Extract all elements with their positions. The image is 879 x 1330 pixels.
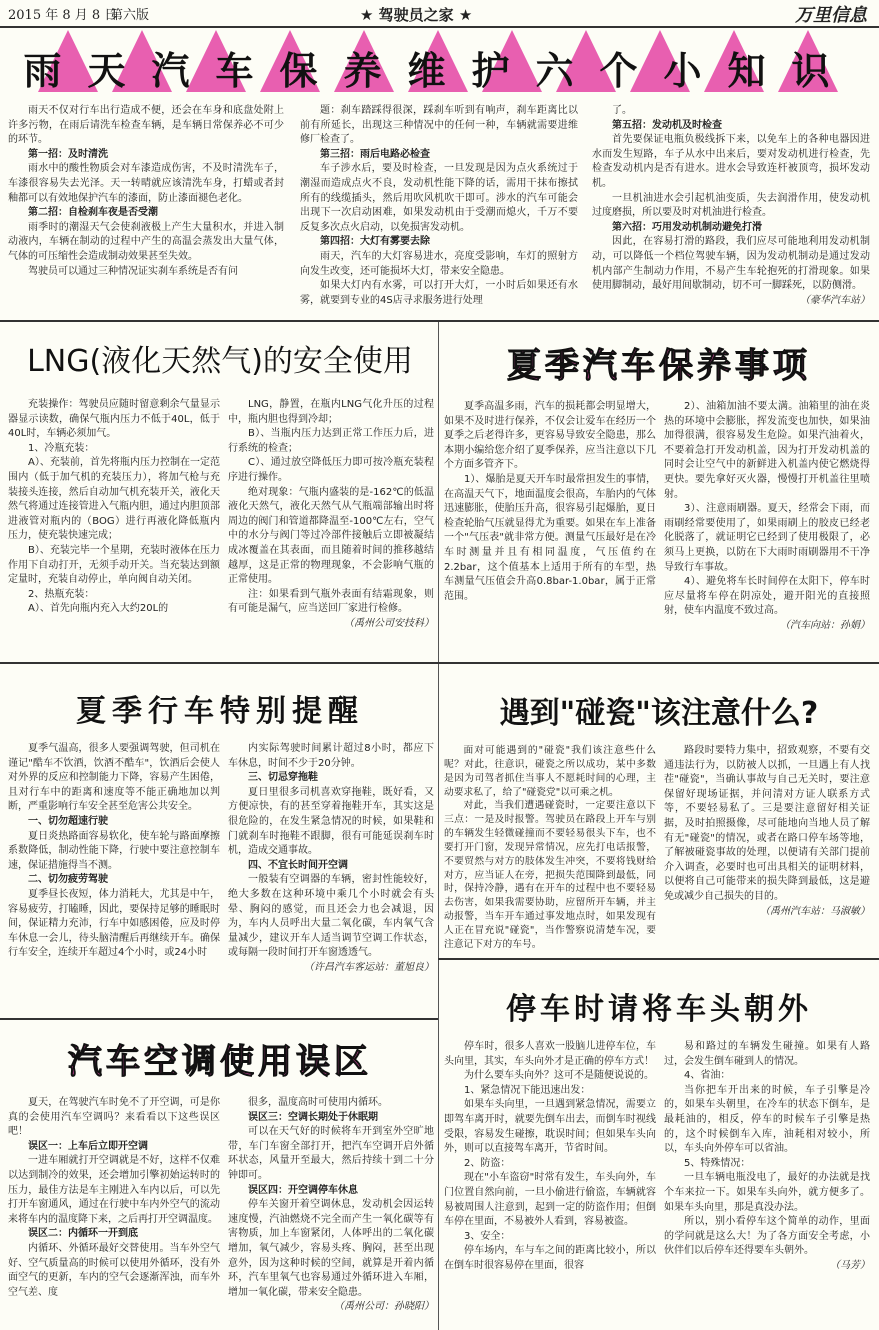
- paragraph: 夏天，在驾驶汽车时免不了开空调，可是你真的会使用汽车空调吗？来看看以下这些误区吧！: [8, 1097, 220, 1138]
- article2-title: LNG(液化天然气)的安全使用: [27, 344, 413, 379]
- a7-col2: [228, 1096, 434, 1326]
- paragraph: A）、首先向瓶内充入大约20L的: [28, 603, 169, 615]
- page-number: 第六版: [110, 8, 150, 23]
- paragraph: 可以在天气好的时候将车开到室外空旷地带，车门车窗全部打开，把汽车空调开启外循环状态，风量开至最大，然后持续十到二十分钟即可。: [228, 1126, 434, 1181]
- a4-col2: [228, 742, 434, 1002]
- divider: [0, 320, 879, 322]
- paragraph: 雨天不仅对行车出行造成不便，还会在车身和底盘处附上许多污物，在雨后请洗车检查车辆，是车辆日常保养必不可少的环节。: [8, 105, 284, 146]
- paragraph: 首先要保证电瓶负极线拆下来，以免车上的各种电器因进水而发生短路，车子从水中出来后，要对发动机进行检查，先检查发动机内是否有进水。进水会导致连杆被顶弯，损坏发动机。: [592, 134, 870, 189]
- paragraph: 2、热瓶充装：: [28, 588, 95, 600]
- source-credit: （禹州公司安技科）: [344, 617, 434, 629]
- paragraph: 为什么要车头向外？这可不是随便说说的。: [464, 1070, 654, 1082]
- subheading: 二、切勿疲劳驾驶: [28, 874, 108, 886]
- article1-banner: [0, 30, 879, 100]
- paragraph: 夏日炎热路面容易软化，使车轮与路面摩擦系数降低，制动性能下降，行驶中要注意控制车速，保证措施得当不测。: [8, 830, 220, 871]
- paragraph: B）、充装完毕一个星期，充装时液体在压力作用下自动打开，无须手动开关。当充装达到额定量时，充装自动停止，单向阀自动关闭。: [8, 544, 220, 586]
- paragraph: 3）、注意雨刷器。夏天，经常会下雨，而雨刷经常要使用了，如果雨刷上的胶皮已经老化脱落了，就证明它已经到了使用极限了，必须马上更换，以防在下大雨时雨刷器用不干净导致行车事故。: [664, 503, 870, 573]
- paragraph: 一般装有空调器的车辆，密封性能较好，绝大多数在这种环境中乘几个小时就会有头晕、胸闷的感觉，而且还会力也会减退，因为，车内人员呼出大量二氧化碳，车内氧气含量减少，建议开车人适当调节空调工作状态，或每隔一段时间打开车窗透透气。: [228, 874, 434, 959]
- article1-title: 雨天汽车保养维护六个小知识: [23, 49, 856, 93]
- a6-col2: [664, 1040, 870, 1326]
- paragraph: 一旦机油进水会引起机油变质，失去润滑作用，使发动机过度磨损，所以要及时对机油进行检查。: [592, 192, 870, 219]
- paragraph: 夏季高温多雨，汽车的损耗都会明显增大，如果不及时进行保养，不仅会让爱车在经历一个夏季之后老得许多，更容易导致安全隐患，那么本期小编给您介绍了夏季保养，应当注意以下几个方面多管齐下。: [444, 401, 656, 471]
- paragraph: 注：如果看到气瓶外表面有结霜现象，则有可能是漏气，应当送回厂家进行检修。: [228, 588, 434, 615]
- paragraph: 对此，当我们遭遇碰瓷时，一定要注意以下三点：一是及时报警。驾驶员在路段上开车与别的车辆发生轻微碰撞而不要轻易很头下车，也不要打开门窗，发现异常情况，应先打电话报警，不要贸然与对方的肢体发生冲突，不要将钱财给对方，应当证人在旁，把损失范围降到最低，同时，保持冷静，遇有在开车的过程中也不要轻易去伤害，如果我需要协助，应留所开车辆，并主动报警，当车开车通过事发地点时，如果发现有人正在冒充说"碰瓷"，当作警察说清楚车况，要注意记下对方的车号。: [444, 800, 656, 950]
- paragraph: 雨天，汽车的大灯容易进水，亮度受影响，车灯的照射方向发生改变，还可能损坏大灯，带来安全隐患。: [300, 250, 578, 277]
- subheading: 误区三：空调长期处于休眠期: [248, 1111, 378, 1123]
- divider: [0, 662, 879, 664]
- divider: [0, 1018, 438, 1020]
- paragraph: 充装操作：驾驶员应随时留意剩余气量显示器显示读数，确保气瓶内压力不低于40L，低于40L时，车辆必须加气。: [8, 399, 220, 440]
- paragraph: 1、紧急情况下能迅速出发：: [464, 1084, 591, 1096]
- source-credit: （许昌汽车客运站：董旭良）: [304, 961, 434, 973]
- a3-col2: [664, 400, 870, 656]
- a7-col1: [8, 1096, 220, 1326]
- subheading: 误区二：内循环一开到底: [28, 1228, 138, 1240]
- subheading: 第三招：雨后电路必检查: [320, 148, 430, 160]
- a1-col2: [300, 104, 578, 316]
- paragraph: C）、通过放空降低压力即可按冷瓶充装程序进行操作。: [228, 457, 434, 483]
- paragraph: 夏日里很多司机喜欢穿拖鞋，既好看，又方便凉快，有的甚至穿着拖鞋开车，其实这是很危险的，在发生紧急情况的时候，如果鞋和门就刹车时拖鞋不跟脚，很有可能延误刹车时机，造成交通事故。: [228, 786, 434, 857]
- a1-col1: [8, 104, 284, 316]
- article4-title: 夏季行车特别提醒: [76, 694, 364, 729]
- paragraph: 2）、油箱加油不要太满。油箱里的油在炎热的环境中会膨胀，挥发流变也加快，如果油加得很满，很容易发生危险。如果汽油着火，不要着急打开发动机盖，因为打开发动机盖的同时会让空气中的新鲜进入机盖内使它燃烧得更快。要先拿好灭火器，慢慢打开机盖往里喷射。: [664, 401, 870, 500]
- issue-date: 2015 年 8 月 8 日: [8, 8, 118, 23]
- subheading: 三、切忌穿拖鞋: [248, 772, 318, 784]
- a4-col1: [8, 742, 220, 1002]
- paragraph: 停车时，很多人喜欢一股脑儿进停车位，车头向里，其实，车头向外才是正确的停车方式！: [444, 1041, 656, 1067]
- paragraph: 雨季时的潮湿天气会使刹液极上产生大量积水，并进入制动液内，车辆在制动的过程中产生的高温会蒸发出大量气体，气体的可压缩性会造成制动效果甚至失效。: [8, 221, 284, 262]
- paragraph: 内循环、外循环最好交替使用。当车外空气好、空气质量高的时候可以使用外循环，没有外面空气的更新，车内的空气会逐渐浑浊，而车外空气差、度: [8, 1242, 220, 1298]
- paragraph: 所以，别小看停车这个简单的动作，里面的学问就是这么大！为了各方面安全考虑，小伙伴们以后停车还得要车头朝外。: [664, 1216, 870, 1257]
- paper-name: 万里信息: [795, 5, 867, 26]
- subheading: 第二招：自检刹车夜是否受潮: [28, 207, 158, 219]
- subheading: 误区一：上车后立即开空调: [28, 1140, 148, 1152]
- a5-col2: [664, 744, 870, 956]
- page-header: [0, 0, 879, 28]
- subheading: 第四招：大灯有雾要去除: [320, 236, 430, 248]
- paragraph: B）、当瓶内压力达到正常工作压力后，进行系统的检查；: [228, 428, 434, 454]
- source-credit: （马芳）: [830, 1259, 870, 1271]
- paragraph: 停车场内，车与车之间的距离比较小，所以在倒车时很容易停在里面，很容: [444, 1245, 656, 1271]
- column-title: ★ 驾驶员之家 ★: [360, 6, 473, 24]
- paragraph: 1）、爆胎是夏天开车时最常担发生的事情，在高温天气下，地面温度会很高，车胎内的气体迅速膨胀，使胎压升高，很容易引起爆胎，夏日检查轮胎气压就显得尤为重要。如果在车上准备一个"气压表"就非常方便。测量气压最好是在冷车时测量并且有相同温度，气压值约在2.2bar，这个值基本上适用于所有的车型，热车测量气压值会升高0.8bar-1.0bar，属于正常范围。: [444, 473, 656, 602]
- paragraph: 3、安全：: [464, 1230, 511, 1242]
- paragraph: 很多，温度高时可使用内循环。: [248, 1097, 388, 1108]
- paragraph: 现在"小车盗窃"时常有发生，车头向外，车门位置自然向前，一旦小偷进行偷盗，车辆就容易被周围人注意到，起到一定的防盗作用；但倒车停在里面，不易被外人看到，容易被盗。: [444, 1172, 656, 1228]
- source-credit: （豪华汽车站）: [800, 294, 870, 306]
- subheading: 误区四：开空调停车休息: [248, 1184, 358, 1196]
- paragraph: 绝对现象：气瓶内盛装的是-162℃的低温液化天然气，液化天然气从气瓶端部输出时将周边的阀门和管道都降温至-100℃左右，空气中的水分与阀门等过冷部件接触后立即被凝结成冰覆盖在其表面，而且随着时间的推移越结越厚，这是正常的物理现象，不会影响气瓶的正常使用。: [228, 486, 434, 586]
- paragraph: 夏季气温高，很多人要强调驾驶，但司机在谨记"酷车不饮酒，饮酒不酷车"，饮酒后会使人对外界的反应和控制能力下降，容易产生困倦，且对行车中的距离和速度等不能正确地加以判断，严重影响行车安全甚至危害公共安全。: [8, 743, 220, 813]
- paragraph: 5、特殊情况：: [684, 1157, 751, 1169]
- paragraph: 2、防盗：: [464, 1157, 511, 1169]
- paragraph: 因此，在容易打滑的路段，我们应尽可能地利用发动机制动，可以降低一个档位驾驶车辆，因为发动机制动是通过发动机内部产生制动力作用，不易产生车轮抱死的打滑现象。如果使用脚制动，最好用间歇制动，切不可一脚踩死，以防侧滑。: [592, 236, 870, 292]
- paragraph: 易和路过的车辆发生碰撞。如果有人路过，会发生倒车碰到人的情况。: [664, 1041, 870, 1067]
- source-credit: （汽车向站：孙娟）: [780, 619, 870, 631]
- paragraph: 一旦车辆电瓶没电了，最好的办法就是找个车来拉一下。如果车头向外，就方便多了。如果车头向里，那是真没办法。: [664, 1172, 870, 1213]
- paragraph: 当你把车开出来的时候，车子引擎是冷的，如果车头朝里，在冷车的状态下倒车，是最耗油的，相反，停车的时候车子引擎是热的，这个时候倒车入库，油耗相对较小，所以，车头向外停车可以省油。: [664, 1084, 870, 1155]
- subheading: 第六招：巧用发动机制动避免打滑: [612, 221, 762, 233]
- subheading: 一、切勿超速行驶: [28, 815, 108, 827]
- article7-title: 汽车空调使用误区: [68, 1042, 372, 1082]
- paragraph: 路段时要特力集中，招致观察，不要有交通违法行为，以防被人以抓，一旦遇上有人找茬"碰瓷"，当确认事故与自己无关时，要注意保留好现场证据，并问清对方证人联系方式等，不要轻易私了。三是要注意留好相关证据，及时拍照摄像，尽可能地向当地人员了解有无"碰瓷"的情况，或者在路口停车场等地，了解被碰瓷事故的处理，以便请有关部门提前介入调查，必要时也可出具相关的证明材料，以便将自己可能带来的损失降到最低，这是避免或减少自己损失的目的。: [664, 745, 870, 902]
- paragraph: 4、省油：: [684, 1070, 731, 1082]
- source-credit: （禹州公司：孙晓阳）: [334, 1301, 434, 1313]
- article3-title: 夏季汽车保养事项: [507, 346, 811, 386]
- subheading: 四、不宜长时间开空调: [248, 859, 348, 871]
- paragraph: 雨水中的酸性物质会对车漆造成伤害，不及时清洗车子，车漆很容易失去光泽。天一转晴就应该清洗车身，打蜡或者封釉都可以有效地保护汽车的漆面，防止漆面褪色老化。: [8, 163, 284, 204]
- article5-title: 遇到"碰瓷"该注意什么?: [499, 696, 819, 731]
- paragraph: 驾驶员可以通过三种情况证实刹车系统是否有问: [28, 265, 238, 277]
- paragraph: A）、充装前，首先将瓶内压力控制在一定范围内（低于加气机的充装压力），将加气枪与充装接头连接，然后自动加气机充装开关，液化天然气将通过连接管进入气瓶内胆，通过内胆顶部进液管对瓶内的（BOG）进行再液化降低瓶内压力，使充装快速完成；: [8, 457, 220, 542]
- article6-title: 停车时请将车头朝外: [506, 992, 812, 1027]
- a2-col1: [8, 398, 220, 656]
- paragraph: 了。: [612, 105, 632, 116]
- source-credit: （禹州汽车站：马淑敏）: [760, 905, 870, 917]
- a3-col1: [444, 400, 656, 656]
- paragraph: 夏季昼长夜短，体力消耗大，尤其是中午，容易疲劳，打瞌睡，因此，要保持足够的睡眠时间，保证精力充沛，行车中如感困倦，应及时停车休息一会儿，待头脑清醒后再继续开车。确保行车安全，连续开车超过4个小时，或24小时: [8, 888, 220, 959]
- a2-col2: [228, 398, 434, 656]
- paragraph: 如果车头向里，一旦遇到紧急情况，需要立即驾车离开时，就要先倒车出去，而倒车时视线受限，容易发生碰擦，耽误时间；但如果车头向外，则可以直接驾车离开，节省时间。: [444, 1099, 656, 1155]
- paragraph: LNG，静置，在瓶内LNG气化升压的过程中，瓶内胆也得到冷却；: [228, 399, 434, 425]
- paragraph: 4）、避免将车长时间停在太阳下，停车时应尽量将车停在阴凉处，避开阳光的直接照射，使车内温度不致过高。: [664, 576, 870, 617]
- paragraph: 如果大灯内有水雾，可以打开大灯，一小时后如果还有水雾，就要到专业的4S店寻求服务进行处理: [300, 280, 578, 306]
- paragraph: 题：刹车踏踩得很深，踩刹车听到有响声，刹车距离比以前有所延长，出现这三种情况中的任何一种，车辆就需要进维修厂检查了。: [300, 105, 578, 146]
- a1-col3: [592, 104, 870, 316]
- a5-col1: [444, 744, 656, 956]
- paragraph: 面对可能遇到的"碰瓷"我们该注意些什么呢？对此，往意识，碰瓷之所以成功，某中多数是因为司驾者抓住当事人不愿耗时间的心理，主动要求私了，给了"碰瓷党"以可乘之机。: [444, 745, 656, 798]
- subheading: 第五招：发动机及时检查: [612, 119, 722, 131]
- paragraph: 车子涉水后，要及时检查，一旦发现是因为点火系统过于潮湿而造成点火不良，发动机性能下降的话，需用干抹布擦拭所有的线缆插头，然后用吹风机吹干即可。涉水的汽车可能会出现下一次启动困难，如果发动机由于受潮而熄火，千万不要反复多次点火启动，以免损害发动机。: [300, 163, 578, 233]
- paragraph: 内实际驾驶时间累计超过8小时，都应下车休息，时间不少于20分钟。: [228, 743, 434, 769]
- column-divider: [438, 322, 439, 1330]
- a6-col1: [444, 1040, 656, 1326]
- paragraph: 1、冷瓶充装：: [28, 442, 95, 454]
- paragraph: 一进车厢就打开空调就是不好，这样不仅难以达到制冷的效果，还会增加引擎初始运转时的压力，最佳方法是车主刚进入车内以后，可以先打开车窗通风，通过在行驶中车内外空气的流动来将车内的温度降下来，之后再打开空调温度。: [8, 1155, 220, 1225]
- divider: [438, 958, 879, 960]
- paragraph: 停车关窗开着空调休息，发动机会因运转速度慢，汽油燃烧不完全而产生一氧化碳等有害物质，加上车窗紧闭，人体呼出的二氧化碳增加，氧气减少，容易头疼、胸闷，甚至出现意外，因为这种时候的空间，就算是开着内循环，汽车里氧气也容易通过外循环进入车厢，增加一氧化碳，带来安全隐患。: [228, 1199, 434, 1298]
- subheading: 第一招：及时清洗: [28, 148, 108, 160]
